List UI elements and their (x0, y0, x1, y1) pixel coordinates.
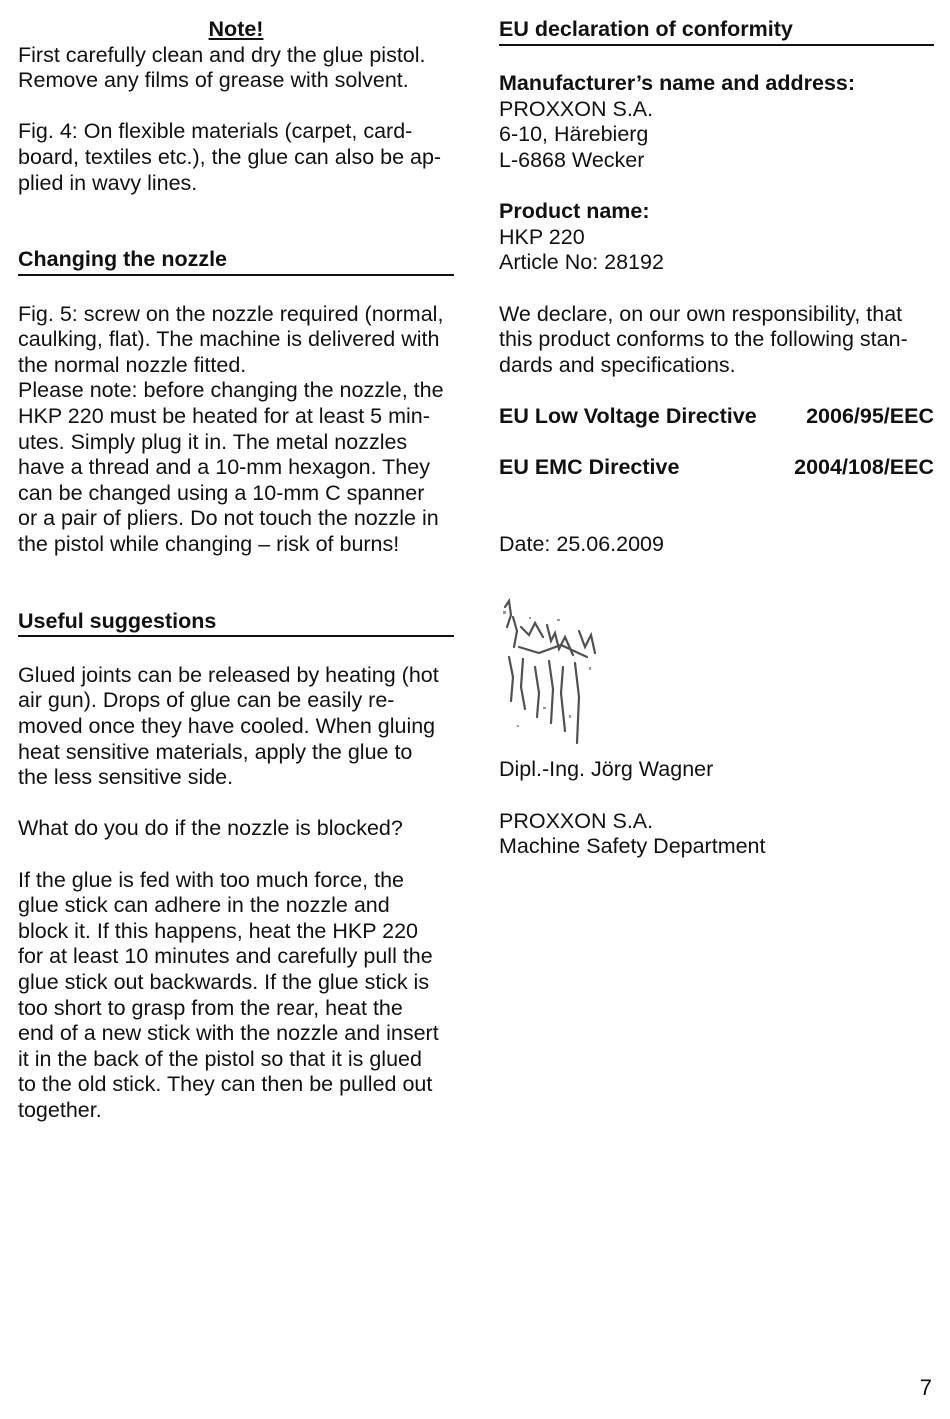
suggestions-heading: Useful suggestions (18, 609, 454, 638)
signature-image (499, 597, 609, 747)
manufacturer-label: Manufacturer’s name and address: (499, 71, 856, 96)
nozzle-line: caulking, flat). The machine is delivered with (18, 327, 440, 352)
nozzle-line: can be changed using a 10-mm C spanner (18, 480, 425, 505)
answer-line: for at least 10 minutes and carefully pull the (18, 944, 433, 969)
product-label: Product name: (499, 199, 650, 224)
suggestions-line: Glued joints can be released by heating (hot (18, 662, 439, 687)
directive-code: 2004/108/EEC (794, 455, 934, 480)
directive-row (499, 404, 934, 430)
fig4-line: board, textiles etc.), the glue can also be ap- (18, 144, 442, 169)
note-line: Remove any films of grease with solvent. (18, 68, 409, 93)
answer-line: to the old stick. They can then be pulled out (18, 1072, 433, 1097)
answer-line: it in the back of the pistol so that it is glued (18, 1046, 422, 1071)
nozzle-line: Fig. 5: screw on the nozzle required (normal, (18, 301, 444, 326)
directive-name: EU EMC Directive (499, 455, 680, 480)
fig4-line: Fig. 4: On flexible materials (carpet, card- (18, 119, 413, 144)
answer-line: end of a new stick with the nozzle and insert (18, 1021, 439, 1046)
manufacturer-line: L-6868 Wecker (499, 147, 645, 172)
signer-name: Dipl.-Ing. Jörg Wagner (499, 757, 714, 782)
product-line: HKP 220 (499, 224, 585, 249)
declare-line: dards and specifications. (499, 352, 736, 377)
nozzle-heading: Changing the nozzle (18, 247, 454, 276)
note-title: Note! (208, 17, 264, 41)
answer-line: glue stick can adhere in the nozzle and (18, 893, 390, 918)
answer-line: glue stick out backwards. If the glue stick is (18, 969, 430, 994)
suggestions-line: moved once they have cooled. When gluing (18, 714, 436, 739)
left-column (18, 17, 454, 1124)
directive-row (499, 455, 934, 481)
blocked-question: What do you do if the nozzle is blocked? (18, 816, 403, 841)
answer-line: block it. If this happens, heat the HKP 220 (18, 918, 418, 943)
directive-code: 2006/95/EEC (806, 403, 934, 428)
manufacturer-line: PROXXON S.A. (499, 96, 654, 121)
answer-line: too short to grasp from the rear, heat the (18, 995, 403, 1020)
company-line: PROXXON S.A. (499, 808, 654, 833)
declaration-date: Date: 25.06.2009 (499, 531, 664, 556)
nozzle-line: HKP 220 must be heated for at least 5 min- (18, 403, 430, 428)
answer-line: If the glue is fed with too much force, the (18, 867, 405, 892)
answer-line: together. (18, 1097, 102, 1122)
company-line: Machine Safety Department (499, 834, 766, 859)
nozzle-line: the pistol while changing – risk of burns! (18, 531, 400, 556)
manufacturer-line: 6-10, Härebierg (499, 122, 649, 147)
nozzle-line: have a thread and a 10-mm hexagon. They (18, 455, 430, 480)
suggestions-line: air gun). Drops of glue can be easily re- (18, 688, 395, 713)
page-number: 7 (919, 1375, 932, 1400)
declare-line: this product conforms to the following stan- (499, 327, 908, 352)
declare-line: We declare, on our own responsibility, that (499, 301, 903, 326)
directive-name: EU Low Voltage Directive (499, 403, 757, 428)
nozzle-line: utes. Simply plug it in. The metal nozzles (18, 429, 408, 454)
suggestions-line: heat sensitive materials, apply the glue to (18, 739, 413, 764)
note-line: First carefully clean and dry the glue pistol. (18, 42, 426, 67)
declaration-heading: EU declaration of conformity (499, 17, 934, 46)
nozzle-line: or a pair of pliers. Do not touch the nozzle in (18, 506, 439, 531)
product-line: Article No: 28192 (499, 250, 664, 275)
suggestions-line: the less sensitive side. (18, 765, 234, 790)
nozzle-line: the normal nozzle fitted. (18, 352, 247, 377)
right-column (499, 17, 934, 860)
fig4-line: plied in wavy lines. (18, 170, 198, 195)
nozzle-line: Please note: before changing the nozzle, the (18, 378, 444, 403)
